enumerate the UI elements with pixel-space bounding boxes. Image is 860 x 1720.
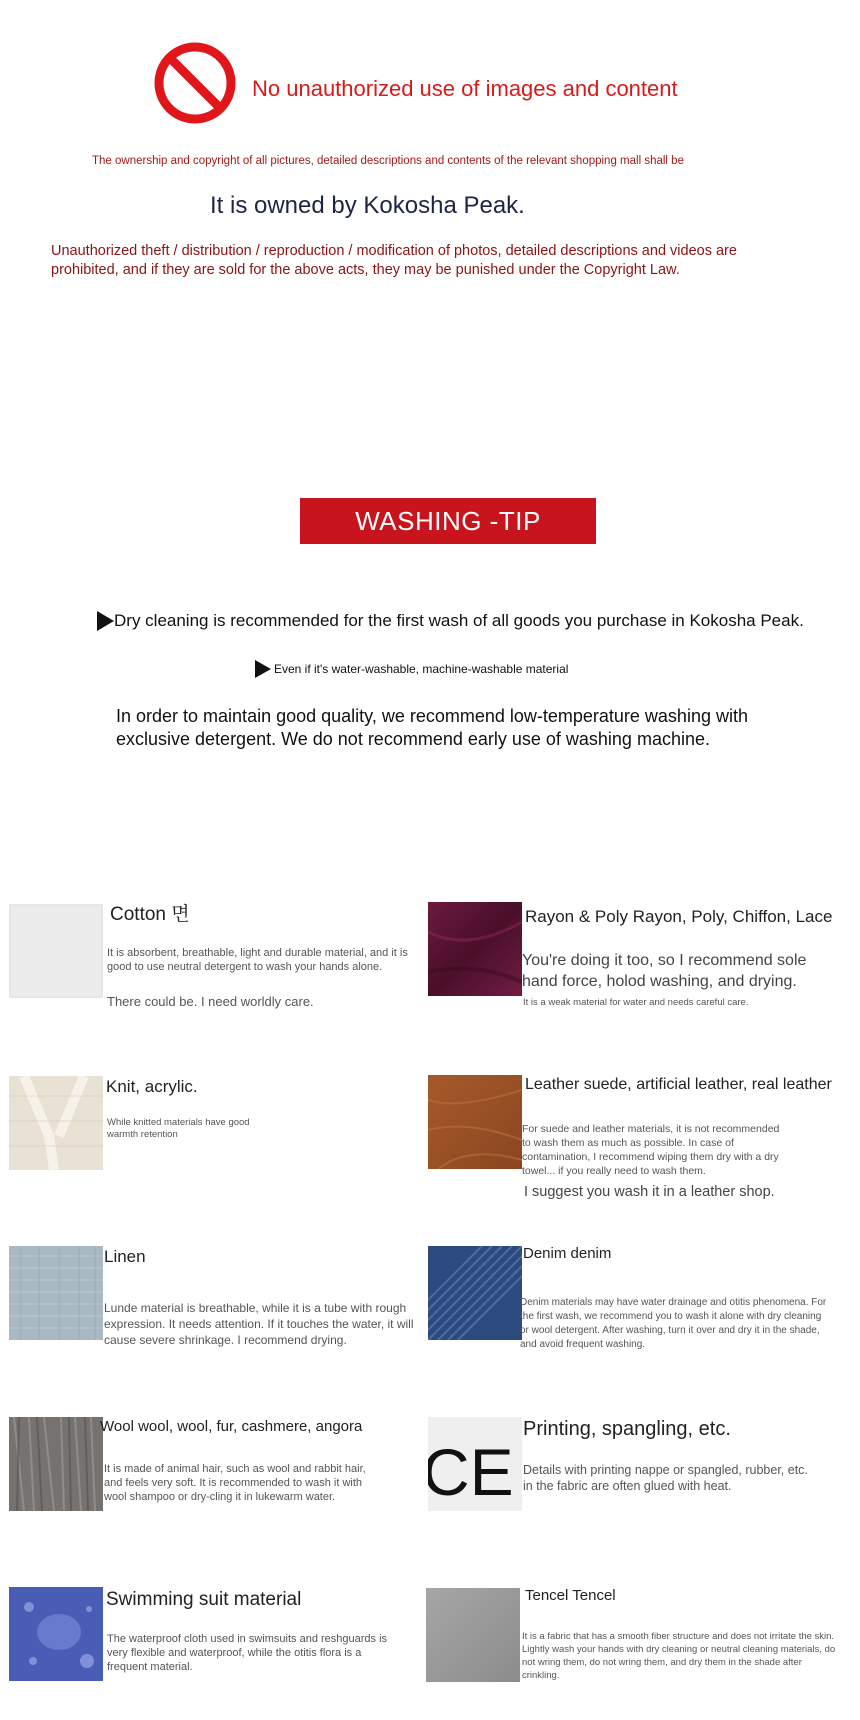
printing-title: Printing, spangling, etc. xyxy=(523,1418,731,1440)
owner-statement: It is owned by Kokosha Peak. xyxy=(210,192,525,219)
copyright-statement: The ownership and copyright of all pictures, detailed descriptions and contents of the relevant shopping mall shall be xyxy=(92,155,684,167)
knit-swatch xyxy=(9,1076,103,1170)
copyright-warning: Unauthorized theft / distribution / reproduction / modification of photos, detailed descriptions and videos are prohibited, and if they are sold for the above acts, they may be punished under the Copyright Law. xyxy=(51,243,737,278)
tip-dry-cleaning xyxy=(97,611,804,631)
denim-title: Denim denim xyxy=(523,1245,612,1262)
rayon-title: Rayon & Poly Rayon, Poly, Chiffon, Lace xyxy=(525,907,833,926)
wool-swatch xyxy=(9,1417,103,1511)
printing-swatch xyxy=(428,1417,522,1511)
cotton-note: There could be. I need worldly care. xyxy=(107,994,314,1009)
printing-description: Details with printing nappe or spangled, rubber, etc. in the fabric are often glued with heat. xyxy=(523,1463,808,1493)
rayon-swatch xyxy=(428,902,522,996)
swimsuit-swatch xyxy=(9,1587,103,1681)
tip-text: Dry cleaning is recommended for the first wash of all goods you purchase in Kokosha Peak. xyxy=(114,611,804,630)
tencel-title: Tencel Tencel xyxy=(525,1587,616,1604)
prohibited-icon xyxy=(152,40,238,126)
denim-swatch xyxy=(428,1246,522,1340)
rayon-description: You're doing it too, so I recommend sole hand force, holod washing, and drying. xyxy=(522,952,807,990)
cotton-description: It is absorbent, breathable, light and durable material, and it is good to use neutral detergent to wash your hands alone. xyxy=(107,947,408,973)
knit-title: Knit, acrylic. xyxy=(106,1077,198,1096)
linen-swatch xyxy=(9,1246,103,1340)
cotton-swatch xyxy=(9,904,103,998)
notice-title: No unauthorized use of images and content xyxy=(252,76,678,101)
rayon-note: It is a weak material for water and needs careful care. xyxy=(523,997,749,1008)
swimsuit-description: The waterproof cloth used in swimsuits and reshguards is very flexible and waterproof, while the otitis flora is a frequent material. xyxy=(107,1633,388,1673)
leather-note: I suggest you wash it in a leather shop. xyxy=(524,1184,775,1200)
tencel-swatch xyxy=(426,1588,520,1682)
tip-water-washable xyxy=(255,660,568,678)
printing-swatch-text: CE xyxy=(428,1435,514,1509)
tip-text: Even if it's water-washable, machine-washable material xyxy=(274,662,569,676)
swimsuit-title: Swimming suit material xyxy=(106,1589,302,1610)
linen-title: Linen xyxy=(104,1247,146,1266)
triangle-bullet-icon xyxy=(97,611,114,631)
knit-description: While knitted materials have good warmth retention xyxy=(107,1117,250,1140)
wool-description: It is made of animal hair, such as wool and rabbit hair, and feels very soft. It is recommended to wash it with wool shampoo or dry-cling it in lukewarm water. xyxy=(104,1463,366,1503)
washing-tip-label: WASHING -TIP xyxy=(355,505,541,536)
leather-description: For suede and leather materials, it is not recommended to wash them as much as possible. In case of contamination, I recommend wiping them dry with a dry towel... if you really need to wash them. xyxy=(522,1123,780,1177)
tip-low-temperature: In order to maintain good quality, we recommend low-temperature washing with exclusive detergent. We do not recommend early use of washing machine. xyxy=(116,706,748,749)
tencel-description: It is a fabric that has a smooth fiber structure and does not irritate the skin. Lightly wash your hands with dry cleaning or neutral cleaning materials, do not wring them, do not wring them, and dry them in the shade after crinkling. xyxy=(522,1631,836,1681)
linen-description: Lunde material is breathable, while it is a tube with rough expression. It needs attention. If it touches the water, it will cause severe shrinkage. I recommend drying. xyxy=(104,1301,414,1347)
cotton-title: Cotton 면 xyxy=(110,904,190,925)
leather-title: Leather suede, artificial leather, real leather xyxy=(525,1076,832,1093)
denim-description: Denim materials may have water drainage and otitis phenomena. For the first wash, we recommend you to wash it alone with dry cleaning or wool detergent. After washing, turn it over and dry it in the shade, and avoid frequent washing. xyxy=(520,1297,827,1350)
triangle-bullet-icon xyxy=(255,660,271,678)
washing-tip-banner xyxy=(300,498,596,544)
leather-swatch xyxy=(428,1075,522,1169)
wool-title: Wool wool, wool, fur, cashmere, angora xyxy=(100,1418,363,1435)
